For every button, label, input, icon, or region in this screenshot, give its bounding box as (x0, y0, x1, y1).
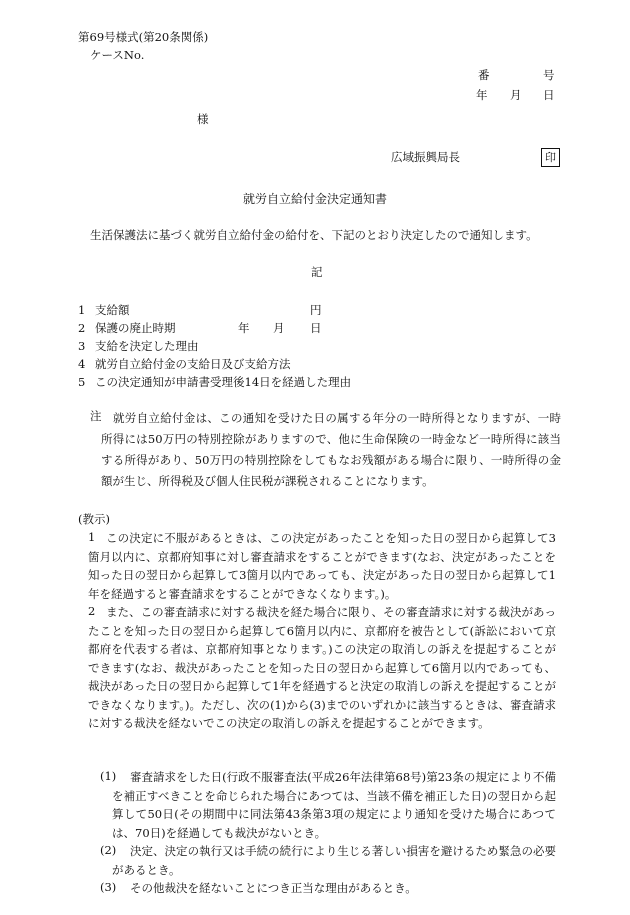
ki-heading: 記 (311, 265, 323, 279)
date-day-label: 日 (543, 88, 555, 102)
sub-item-number: (1) (100, 769, 117, 783)
instruction-text: また、この審査請求に対する裁決を経た場合に限り、その審査請求に対する裁決があったことを知った日の翌日から起算して6箇月以内に、京都府を被告として(訴訟において京都府を代表する者は、京都府知事となります。)この決定の取消しの訴えを提起することができます(なお、裁決があったことを知った日の翌日から起算して6箇月以内であっても、裁決があった日の翌日から起算して1年を経過すると決定の取消しの訴えを提起することができなくなります。)。ただし、次の(1)から(3)までのいずれかに該当するときは、審査請求に対する裁決を経ないでこの決定の取消しの訴えを提起することができます。 (88, 605, 556, 730)
instruction-text: この決定に不服があるときは、この決定があったことを知った日の翌日から起算して3箇月以内に、京都府知事に対し審査請求をすることができます(なお、決定があったことを知った日の翌日から起算して3箇月以内であっても、決定があった日の翌日から起算して1年を経過すると審査請求をすることができなくなります。)。 (88, 531, 556, 601)
document-number-suffix: 号 (543, 68, 555, 82)
instructions-heading: (教示) (78, 512, 110, 526)
form-number: 第69号様式(第20条関係) (78, 30, 209, 44)
item-day: 日 (310, 321, 322, 335)
item-label: 支給を決定した理由 (95, 339, 199, 353)
item-number: 2 (78, 321, 86, 335)
document-title: 就労自立給付金決定通知書 (242, 192, 387, 206)
sub-item-number: (2) (100, 843, 117, 857)
item-label: 支給額 (95, 303, 130, 317)
item-number: 4 (78, 357, 86, 371)
item-number: 3 (78, 339, 86, 353)
addressee-suffix: 様 (197, 112, 209, 126)
item-number: 5 (78, 375, 86, 389)
list-item (78, 356, 378, 373)
seal-mark: 印 (541, 148, 560, 167)
sub-item-text: 決定、決定の執行又は手続の続行により生じる著しい損害を避けるため緊急の必要があるとき。 (112, 844, 556, 877)
instruction-paragraph-2 (88, 603, 556, 733)
instruction-paragraph-1 (88, 529, 556, 603)
note-label: 注 (90, 409, 102, 423)
item-label: この決定通知が申請書受理後14日を経過した理由 (95, 375, 352, 389)
intro-text: 生活保護法に基づく就労自立給付金の給付を、下記のとおり決定したので通知します。 (90, 228, 538, 242)
list-item (78, 302, 378, 319)
item-number: 1 (78, 303, 86, 317)
date-year-label: 年 (476, 88, 488, 102)
sub-item-text: その他裁決を経ないことにつき正当な理由があるとき。 (130, 881, 417, 895)
item-label: 保護の廃止時期 (95, 321, 176, 335)
item-label: 就労自立給付金の支給日及び支給方法 (95, 357, 291, 371)
note-text: 就労自立給付金は、この通知を受けた日の属する年分の一時所得となりますが、一時所得には50万円の特別控除がありますので、他に生命保険の一時金など一時所得に該当する所得があり、50万円の特別控除をしてもなお残額がある場合に限り、一時所得の金額が生じ、所得税及び個人住民税が課税されることになります。 (101, 411, 561, 488)
item-year: 年 (238, 321, 250, 335)
date-month-label: 月 (510, 88, 522, 102)
item-unit: 円 (310, 303, 322, 317)
case-number-label: ケースNo. (90, 48, 145, 62)
item-month: 月 (273, 321, 285, 335)
list-item (78, 338, 378, 355)
list-item (78, 320, 378, 337)
document-number-label: 番 (478, 68, 490, 82)
instruction-number: 2 (88, 604, 96, 618)
list-item (78, 374, 378, 391)
instruction-number: 1 (88, 530, 96, 544)
issuer-title: 広域振興局長 (391, 150, 460, 164)
sub-item-text: 審査請求をした日(行政不服審査法(平成26年法律第68号)第23条の規定により不備を補正すべきことを命じられた場合にあつては、当該不備を補正した日)の翌日から起算して50日(その期間中に同法第43条第3項の規定により通知を受けた場合にあつては、70日)を経過しても裁決がないとき。 (112, 770, 556, 840)
sub-item-number: (3) (100, 880, 117, 894)
